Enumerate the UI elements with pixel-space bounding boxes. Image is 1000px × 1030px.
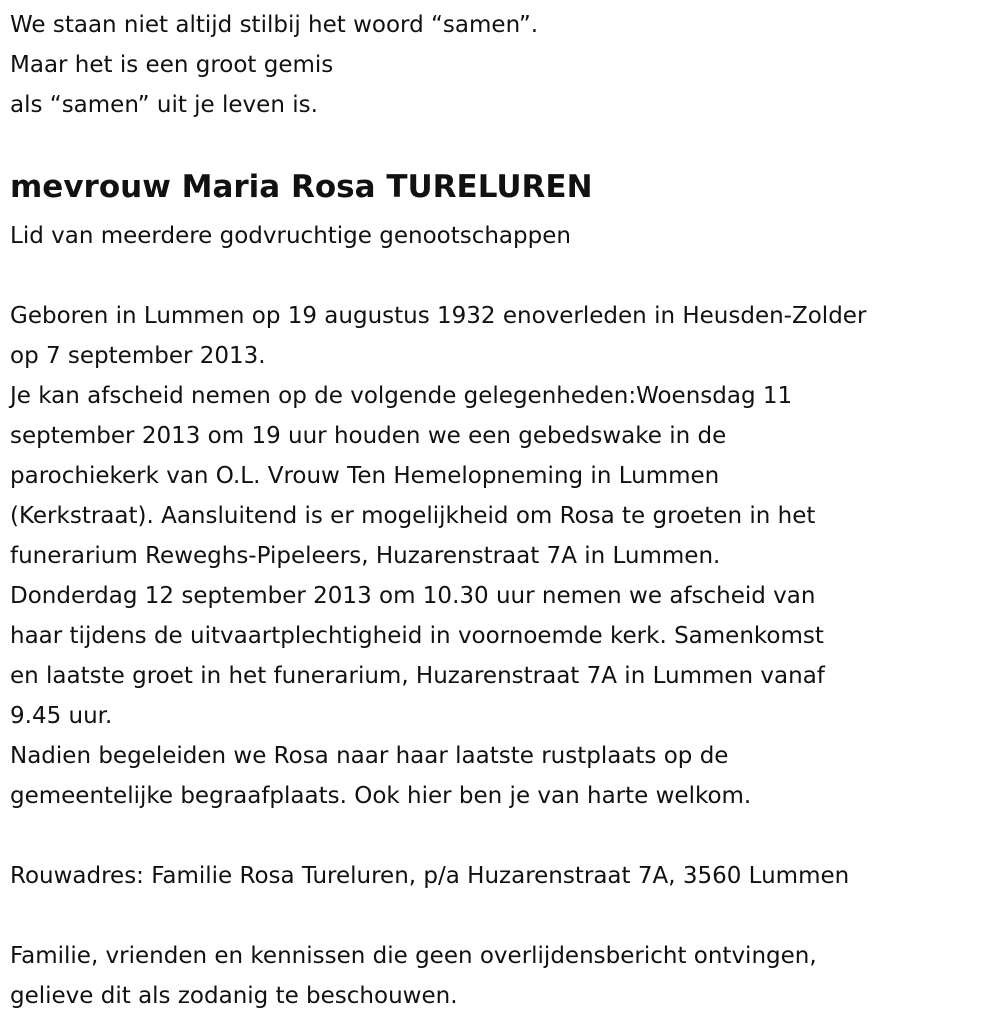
poem-line: als “samen” uit je leven is. (10, 92, 318, 118)
body-line: Geboren in Lummen op 19 augustus 1932 enoverleden in Heusden-Zolder (10, 303, 867, 329)
body-line: gemeentelijke begraafplaats. Ook hier ben je van harte welkom. (10, 783, 752, 809)
body-line: Je kan afscheid nemen op de volgende gelegenheden:Woensdag 11 (10, 383, 793, 409)
poem (10, 5, 1000, 125)
body-line: (Kerkstraat). Aansluitend is er mogelijkheid om Rosa te groeten in het (10, 503, 816, 529)
body-line: funerarium Reweghs-Pipeleers, Huzarenstraat 7A in Lummen. (10, 543, 721, 569)
body-line: Donderdag 12 september 2013 om 10.30 uur nemen we afscheid van (10, 583, 816, 609)
closing-note (10, 936, 1000, 1016)
poem-line: We staan niet altijd stilbij het woord “samen”. (10, 12, 539, 38)
poem-line: Maar het is een groot gemis (10, 52, 334, 78)
body-line: Nadien begeleiden we Rosa naar haar laatste rustplaats op de (10, 743, 729, 769)
body-line: 9.45 uur. (10, 703, 113, 729)
body-line: september 2013 om 19 uur houden we een gebedswake in de (10, 423, 727, 449)
closing-line: Familie, vrienden en kennissen die geen overlijdensbericht ontvingen, (10, 943, 817, 969)
body-line: haar tijdens de uitvaartplechtigheid in voornoemde kerk. Samenkomst (10, 623, 824, 649)
closing-line: gelieve dit als zodanig te beschouwen. (10, 983, 458, 1009)
mourning-address: Rouwadres: Familie Rosa Tureluren, p/a Huzarenstraat 7A, 3560 Lummen (10, 863, 850, 889)
body-line: en laatste groet in het funerarium, Huzarenstraat 7A in Lummen vanaf (10, 663, 825, 689)
subtitle: Lid van meerdere godvruchtige genootschappen (10, 223, 571, 249)
body-text (10, 296, 1000, 816)
body-line: op 7 september 2013. (10, 343, 266, 369)
deceased-name: mevrouw Maria Rosa TURELUREN (10, 169, 593, 205)
body-line: parochiekerk van O.L. Vrouw Ten Hemelopneming in Lummen (10, 463, 720, 489)
